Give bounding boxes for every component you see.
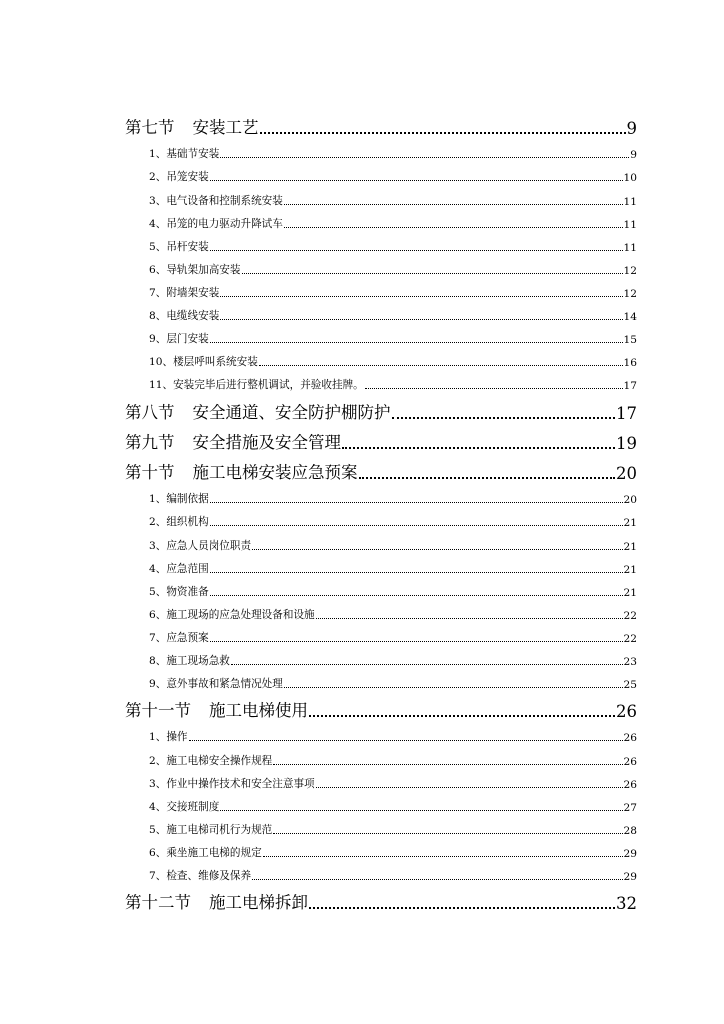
toc-entry-label: 6、施工现场的应急处理设备和设施 <box>149 608 315 621</box>
toc-page-number: 11 <box>623 218 637 231</box>
toc-dot-leader <box>210 341 623 343</box>
toc-entry-label: 11、安装完毕后进行整机调试，并验收挂牌。 <box>149 379 364 392</box>
toc-dot-leader <box>231 663 623 665</box>
toc-dot-leader <box>220 809 622 811</box>
toc-entry-label: 4、应急范围 <box>149 562 209 575</box>
toc-entry-label: 7、附墙架安装 <box>149 286 220 299</box>
toc-subsection-entry[interactable] <box>125 576 637 599</box>
table-of-contents <box>125 108 637 913</box>
toc-page-number: 29 <box>623 871 637 884</box>
toc-section-number: 第九节 <box>125 432 175 452</box>
toc-dot-leader <box>220 156 629 158</box>
toc-section-entry[interactable] <box>125 108 637 138</box>
toc-subsection-entry[interactable] <box>125 300 637 323</box>
toc-entry-label: 施工电梯使用 <box>209 701 308 721</box>
toc-dot-leader <box>273 832 622 834</box>
toc-section-number: 第十二节 <box>125 893 191 913</box>
toc-entry-label: 1、操作 <box>149 731 188 744</box>
toc-section-entry[interactable] <box>125 883 637 913</box>
toc-subsection-entry[interactable] <box>125 254 637 277</box>
toc-entry-label: 5、物资准备 <box>149 585 209 598</box>
toc-subsection-entry[interactable] <box>125 208 637 231</box>
toc-dot-leader <box>210 249 623 251</box>
toc-dot-leader <box>392 416 616 419</box>
toc-page-number: 21 <box>623 540 637 553</box>
toc-entry-label: 施工电梯安装应急预案 <box>192 463 358 483</box>
toc-page-number: 32 <box>616 894 637 914</box>
toc-page-number: 15 <box>623 334 637 347</box>
toc-dot-leader <box>252 878 622 880</box>
toc-section-entry[interactable] <box>125 453 637 483</box>
toc-page-number: 28 <box>623 824 637 837</box>
toc-dot-leader <box>210 179 623 181</box>
toc-page-number: 25 <box>623 679 637 692</box>
toc-page-number: 9 <box>630 149 637 162</box>
toc-entry-label: 7、应急预案 <box>149 631 209 644</box>
toc-dot-leader <box>220 318 622 320</box>
toc-page-number: 12 <box>623 287 637 300</box>
toc-section-entry[interactable] <box>125 423 637 453</box>
toc-entry-label: 1、编制依据 <box>149 493 209 506</box>
toc-dot-leader <box>342 446 615 449</box>
toc-entry-label: 9、意外事故和紧急情况处理 <box>149 678 283 691</box>
toc-entry-label: 5、施工电梯司机行为规范 <box>149 823 273 836</box>
toc-page-number: 9 <box>626 119 637 139</box>
toc-dot-leader <box>284 226 623 228</box>
toc-dot-leader <box>242 272 623 274</box>
toc-section-entry[interactable] <box>125 691 637 721</box>
toc-section-entry[interactable] <box>125 392 637 422</box>
toc-subsection-entry[interactable] <box>125 791 637 814</box>
toc-subsection-entry[interactable] <box>125 506 637 529</box>
toc-subsection-entry[interactable] <box>125 529 637 552</box>
toc-dot-leader <box>220 295 622 297</box>
toc-entry-label: 4、吊笼的电力驱动升降试车 <box>149 217 283 230</box>
toc-page-number: 20 <box>623 494 637 507</box>
toc-page-number: 27 <box>623 801 637 814</box>
toc-page-number: 17 <box>623 380 637 393</box>
toc-section-number: 第十节 <box>125 463 175 483</box>
toc-entry-label: 9、层门安装 <box>149 333 209 346</box>
toc-page-number: 20 <box>616 464 637 484</box>
toc-entry-label: 2、吊笼安装 <box>149 171 209 184</box>
toc-entry-label: 5、吊杆安装 <box>149 240 209 253</box>
toc-dot-leader <box>316 617 623 619</box>
toc-section-number: 第七节 <box>125 118 175 138</box>
toc-section-number: 第十一节 <box>125 701 191 721</box>
toc-page-number: 23 <box>623 655 637 668</box>
toc-dot-leader <box>252 548 622 550</box>
toc-page-number: 12 <box>623 264 637 277</box>
toc-subsection-entry[interactable] <box>125 860 637 883</box>
toc-dot-leader <box>309 714 615 717</box>
toc-subsection-entry[interactable] <box>125 483 637 506</box>
toc-entry-label: 3、电气设备和控制系统安装 <box>149 194 283 207</box>
toc-dot-leader <box>263 855 623 857</box>
toc-entry-label: 3、应急人员岗位职责 <box>149 539 252 552</box>
toc-dot-leader <box>365 387 623 389</box>
toc-section-number: 第八节 <box>125 402 175 422</box>
toc-page-number: 11 <box>623 195 637 208</box>
toc-page-number: 21 <box>623 586 637 599</box>
toc-subsection-entry[interactable] <box>125 668 637 691</box>
toc-subsection-entry[interactable] <box>125 837 637 860</box>
toc-dot-leader <box>259 364 623 366</box>
toc-dot-leader <box>210 640 623 642</box>
toc-subsection-entry[interactable] <box>125 645 637 668</box>
toc-page-number: 26 <box>623 732 637 745</box>
toc-page-number: 21 <box>623 563 637 576</box>
toc-subsection-entry[interactable] <box>125 346 637 369</box>
toc-subsection-entry[interactable] <box>125 369 637 392</box>
toc-page-number: 26 <box>623 778 637 791</box>
toc-page-number: 22 <box>623 632 637 645</box>
toc-entry-label: 2、组织机构 <box>149 516 209 529</box>
toc-page-number: 10 <box>623 172 637 185</box>
toc-dot-leader <box>210 524 623 526</box>
toc-dot-leader <box>309 906 615 909</box>
toc-page-number: 19 <box>616 433 637 453</box>
toc-page-number: 22 <box>623 609 637 622</box>
toc-entry-label: 安全通道、安全防护棚防护 <box>192 402 391 422</box>
toc-subsection-entry[interactable] <box>125 599 637 622</box>
toc-dot-leader <box>284 686 623 688</box>
toc-page-number: 14 <box>623 311 637 324</box>
toc-page-number: 26 <box>616 702 637 722</box>
toc-subsection-entry[interactable] <box>125 622 637 645</box>
toc-page-number: 11 <box>623 241 637 254</box>
toc-entry-label: 7、检查、维修及保养 <box>149 870 252 883</box>
toc-subsection-entry[interactable] <box>125 553 637 576</box>
toc-subsection-entry[interactable] <box>125 161 637 184</box>
toc-entry-label: 1、基础节安装 <box>149 148 220 161</box>
toc-dot-leader <box>189 739 623 741</box>
toc-subsection-entry[interactable] <box>125 184 637 207</box>
toc-subsection-entry[interactable] <box>125 231 637 254</box>
toc-entry-label: 3、作业中操作技术和安全注意事项 <box>149 777 315 790</box>
toc-dot-leader <box>210 594 623 596</box>
toc-page-number: 29 <box>623 847 637 860</box>
toc-entry-label: 2、施工电梯安全操作规程 <box>149 754 273 767</box>
toc-subsection-entry[interactable] <box>125 814 637 837</box>
toc-dot-leader <box>316 786 623 788</box>
toc-dot-leader <box>210 571 623 573</box>
toc-entry-label: 6、导轨架加高安装 <box>149 263 241 276</box>
toc-subsection-entry[interactable] <box>125 138 637 161</box>
toc-entry-label: 施工电梯拆卸 <box>209 893 308 913</box>
toc-subsection-entry[interactable] <box>125 721 637 744</box>
toc-dot-leader <box>359 476 616 479</box>
toc-dot-leader <box>210 501 623 503</box>
toc-page-number: 21 <box>623 517 637 530</box>
toc-entry-label: 10、楼层呼叫系统安装 <box>149 356 258 369</box>
toc-dot-leader <box>284 203 623 205</box>
toc-entry-label: 8、施工现场急救 <box>149 654 230 667</box>
toc-subsection-entry[interactable] <box>125 768 637 791</box>
toc-page-number: 16 <box>623 357 637 370</box>
toc-dot-leader <box>273 763 622 765</box>
toc-entry-label: 安装工艺 <box>192 118 259 138</box>
toc-page-number: 26 <box>623 755 637 768</box>
toc-entry-label: 安全措施及安全管理 <box>192 432 341 452</box>
toc-page-number: 17 <box>616 403 637 423</box>
toc-subsection-entry[interactable] <box>125 744 637 767</box>
toc-dot-leader <box>260 131 626 134</box>
toc-entry-label: 8、电缆线安装 <box>149 310 220 323</box>
toc-subsection-entry[interactable] <box>125 277 637 300</box>
toc-subsection-entry[interactable] <box>125 323 637 346</box>
toc-entry-label: 4、交接班制度 <box>149 800 220 813</box>
toc-entry-label: 6、乘坐施工电梯的规定 <box>149 846 262 859</box>
